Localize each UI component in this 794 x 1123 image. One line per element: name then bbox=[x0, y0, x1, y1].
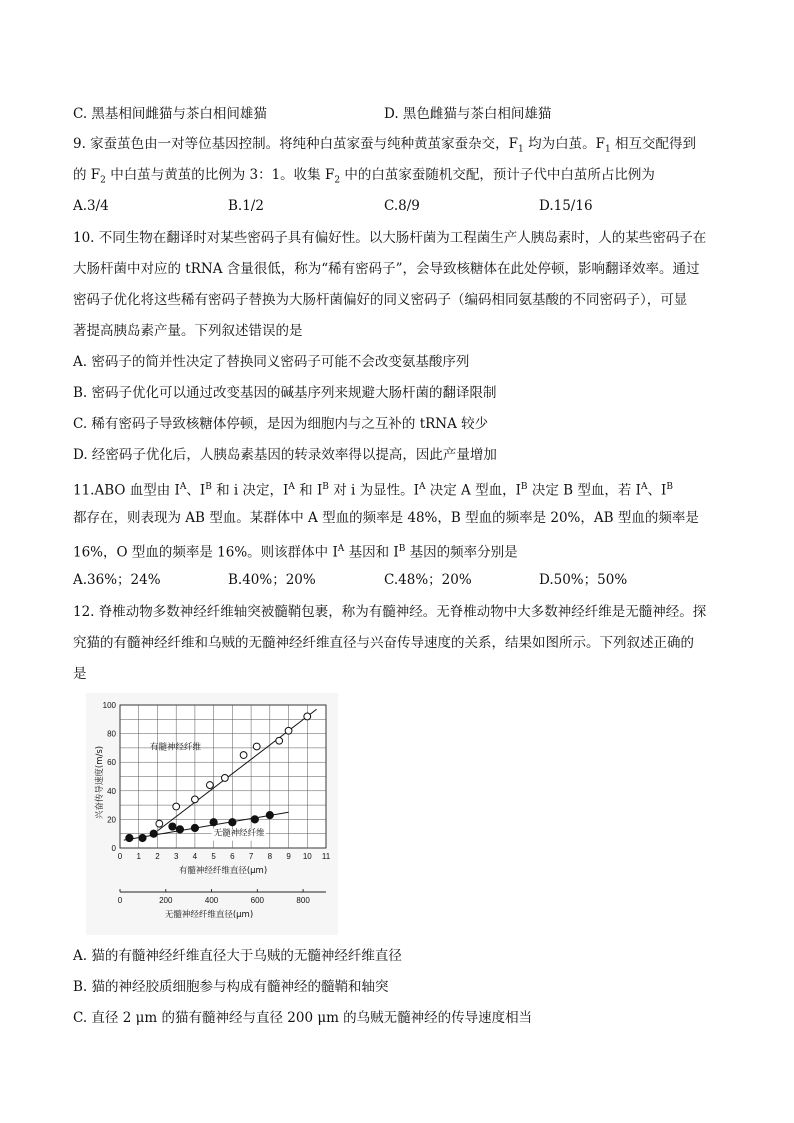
q9-option-c: C.8/9 bbox=[384, 198, 420, 214]
q10-option-c: C. 稀有密码子导致核糖体停顿，是因为细胞内与之互补的 tRNA 较少 bbox=[73, 416, 489, 432]
x-tick-label: 11 bbox=[321, 852, 331, 861]
q11-option-a: A.36%；24% bbox=[73, 572, 161, 588]
x-tick-label: 4 bbox=[192, 852, 198, 861]
myelinated-data-point bbox=[206, 782, 213, 789]
unmyelinated-data-point bbox=[150, 830, 157, 837]
q12-option-a: A. 猫的有髓神经纤维直径大于乌贼的无髓神经纤维直径 bbox=[73, 948, 402, 964]
x-tick-label: 3 bbox=[173, 852, 179, 861]
q9-option-a: A.3/4 bbox=[73, 198, 109, 214]
q10-stem-line4: 著提高胰岛素产量。下列叙述错误的是 bbox=[73, 323, 303, 339]
myelinated-data-point bbox=[276, 737, 283, 744]
x-axis-label: 有髓神经纤维直径(μm) bbox=[178, 866, 268, 876]
q11-stem-line1: 11.ABO 血型由 $I^A$、$I^B$ 和 i 决定，$I^A$ 和 $I^B$ 对 i 为显性。$I^A$ 决定 A 型血，$I^B$ 决定 B 型血，若 $I^A$、$I^B$ bbox=[73, 482, 673, 499]
myelinated-data-point bbox=[173, 803, 180, 810]
chart-svg bbox=[86, 693, 338, 935]
q9-option-b: B.1/2 bbox=[228, 198, 264, 214]
q11-stem-line2: 都存在，则表现为 AB 型血。某群体中 A 型血的频率是 48%，B 型血的频率是 20%，AB 型血的频率是 bbox=[73, 510, 699, 526]
x2-tick-label: 800 bbox=[296, 896, 310, 905]
y-tick-label: 100 bbox=[102, 701, 116, 710]
myelinated-data-point bbox=[192, 796, 199, 803]
unmyelinated-data-point bbox=[210, 819, 217, 826]
myelinated-data-point bbox=[221, 775, 228, 782]
x-tick-label: 2 bbox=[155, 852, 160, 861]
x-tick-label: 6 bbox=[230, 852, 235, 861]
y-axis-label: 兴奋传导速度(m/s) bbox=[95, 745, 105, 820]
unmyelinated-data-point bbox=[191, 824, 198, 831]
x-tick-label: 0 bbox=[117, 852, 123, 861]
q11-option-d: D.50%；50% bbox=[539, 572, 628, 588]
q10-stem-line1: 10. 不同生物在翻译时对某些密码子具有偏好性。以大肠杆菌为工程菌生产人胰岛素时，人的某些密码子在 bbox=[73, 230, 707, 246]
q12-stem-line1: 12. 脊椎动物多数神经纤维轴突被髓鞘包裹，称为有髓神经。无脊椎动物中大多数神经纤维是无髓神经。探 bbox=[73, 604, 707, 620]
myelinated-data-point bbox=[156, 820, 163, 827]
x-tick-label: 5 bbox=[211, 852, 216, 861]
q12-option-c: C. 直径 2 μm 的猫有髓神经与直径 200 μm 的乌贼无髓神经的传导速度相当 bbox=[73, 1010, 533, 1026]
q8-option-d: D. 黑色雌猫与茶白相间雄猫 bbox=[384, 106, 552, 122]
q12-option-b: B. 猫的神经胶质细胞参与构成有髓神经的髓鞘和轴突 bbox=[73, 979, 389, 995]
x2-tick-label: 0 bbox=[117, 896, 123, 905]
series-label-unmyelinated: 无髓神经纤维 bbox=[213, 828, 265, 839]
y-tick-label: 60 bbox=[107, 758, 116, 768]
series-label-myelinated: 有髓神经纤维 bbox=[149, 742, 201, 753]
myelinated-data-point bbox=[285, 727, 292, 734]
q12-stem-line2: 究猫的有髓神经纤维和乌贼的无髓神经纤维直径与兴奋传导速度的关系，结果如图所示。下列叙述正确的 bbox=[73, 635, 694, 651]
myelinated-data-point bbox=[253, 743, 260, 750]
unmyelinated-data-point bbox=[126, 834, 133, 841]
conduction-velocity-chart bbox=[86, 693, 338, 935]
q12-stem-line3: 是 bbox=[73, 666, 87, 682]
myelinated-data-point bbox=[304, 713, 311, 720]
q10-stem-line2: 大肠杆菌中对应的 tRNA 含量很低，称为“稀有密码子”，会导致核糖体在此处停顿，影响翻译效率。通过 bbox=[73, 261, 700, 277]
unmyelinated-data-point bbox=[251, 816, 258, 823]
q11-stem-line3: 16%，O 型血的频率是 16%。则该群体中 $I^A$ 基因和 $I^B$ 基因的频率分别是 bbox=[73, 544, 518, 561]
x2-axis-label: 无髓神经纤维直径(μm) bbox=[164, 910, 254, 920]
x-tick-label: 8 bbox=[267, 852, 273, 861]
unmyelinated-data-point bbox=[229, 819, 236, 826]
q9-option-d: D.15/16 bbox=[539, 198, 593, 214]
y-tick-label: 40 bbox=[107, 786, 116, 796]
x-tick-label: 1 bbox=[136, 852, 141, 861]
x2-tick-label: 400 bbox=[204, 896, 219, 905]
unmyelinated-data-point bbox=[169, 823, 176, 830]
x-tick-label: 10 bbox=[302, 852, 312, 861]
q9-stem-line2: 的 $F_2$ 中白茧与黄茧的比例为 3：1。收集 $F_2$ 中的白茧家蚕随机交配，预计子代中白茧所占比例为 bbox=[73, 167, 655, 186]
y-tick-label: 20 bbox=[107, 815, 116, 825]
q11-option-c: C.48%；20% bbox=[384, 572, 472, 588]
x2-tick-label: 600 bbox=[250, 896, 265, 905]
y-tick-label: 80 bbox=[107, 729, 116, 739]
y-tick-label: 0 bbox=[111, 844, 116, 853]
x-tick-label: 9 bbox=[286, 852, 291, 861]
q9-stem-line1: 9. 家蚕茧色由一对等位基因控制。将纯种白茧家蚕与纯种黄茧家蚕杂交，$F_1$ 均为白茧。$F_1$ 相互交配得到 bbox=[73, 136, 696, 155]
unmyelinated-data-point bbox=[176, 826, 183, 833]
unmyelinated-data-point bbox=[266, 812, 273, 819]
q10-option-a: A. 密码子的简并性决定了替换同义密码子可能不会改变氨基酸序列 bbox=[73, 354, 470, 370]
x-tick-label: 7 bbox=[248, 852, 254, 861]
q8-option-c: C. 黑基相间雌猫与茶白相间雄猫 bbox=[73, 106, 267, 122]
unmyelinated-data-point bbox=[139, 834, 146, 841]
q10-stem-line3: 密码子优化将这些稀有密码子替换为大肠杆菌偏好的同义密码子（编码相同氨基酸的不同密码子），可显 bbox=[73, 292, 688, 308]
myelinated-data-point bbox=[240, 752, 247, 759]
q10-option-b: B. 密码子优化可以通过改变基因的碱基序列来规避大肠杆菌的翻译限制 bbox=[73, 385, 497, 401]
q11-option-b: B.40%；20% bbox=[228, 572, 316, 588]
q10-option-d: D. 经密码子优化后，人胰岛素基因的转录效率得以提高，因此产量增加 bbox=[73, 447, 497, 463]
x2-tick-label: 200 bbox=[159, 896, 173, 905]
